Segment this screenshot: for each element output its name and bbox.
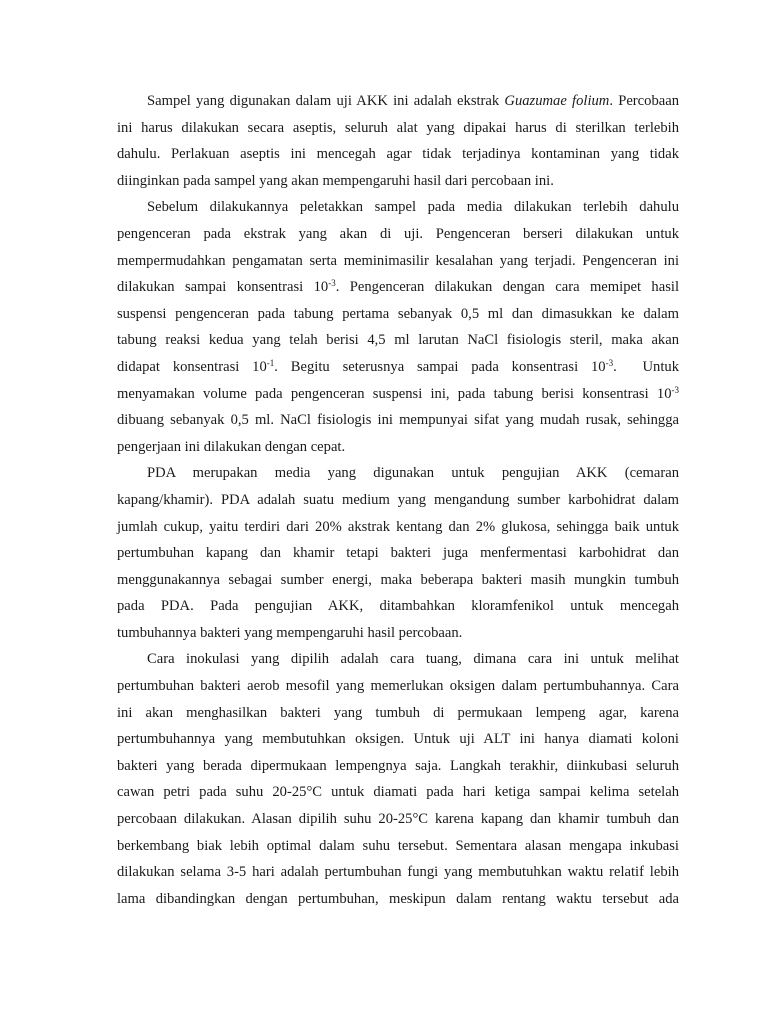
text-line: berkembang biak lebih optimal dalam suhu tersebut. Sementara alasan mengapa inkubasi: [117, 837, 679, 854]
text-line: dilakukan selama 3-5 hari adalah pertumbuhan fungi yang membutuhkan waktu relatif lebih: [117, 864, 679, 881]
text-line: tumbuhannya bakteri yang mempengaruhi hasil percobaan.: [117, 624, 463, 641]
text-line: mempermudahkan pengamatan serta meminimasilir kesalahan yang terjadi. Pengenceran ini: [117, 252, 679, 269]
paragraph: [117, 88, 679, 194]
text-line: ini harus dilakukan secara aseptis, seluruh alat yang dipakai harus di sterilkan terlebih: [117, 119, 679, 136]
exponent: -3: [328, 278, 336, 289]
text-line: Sebelum dilakukannya peletakkan sampel pada media dilakukan terlebih dahulu: [147, 199, 679, 216]
paragraph: [117, 460, 679, 646]
text-line: pertumbuhannya yang membutuhkan oksigen. Untuk uji ALT ini hanya diamati koloni: [117, 731, 679, 748]
exponent: -3: [671, 384, 679, 395]
text-line: suspensi pengenceran pada tabung pertama sebanyak 0,5 ml dan dimasukkan ke dalam: [117, 305, 679, 322]
text-line: kapang/khamir). PDA adalah suatu medium yang mengandung sumber karbohidrat dalam: [117, 491, 679, 508]
text-line: bakteri yang berada dipermukaan lempengnya saja. Langkah terakhir, diinkubasi seluruh: [117, 757, 679, 774]
text-line: pertumbuhan bakteri aerob mesofil yang memerlukan oksigen dalam pertumbuhannya. Cara: [117, 678, 679, 695]
text-line: diinginkan pada sampel yang akan mempengaruhi hasil dari percobaan ini.: [117, 172, 554, 189]
text-line: lama dibandingkan dengan pertumbuhan, meskipun dalam rentang waktu tersebut ada: [117, 890, 679, 907]
text-line: cawan petri pada suhu 20-25°C untuk diamati pada hari ketiga sampai kelima setelah: [117, 784, 679, 801]
text-line: pada PDA. Pada pengujian AKK, ditambahkan kloramfenikol untuk mencegah: [117, 598, 679, 615]
text-line: dibuang sebanyak 0,5 ml. NaCl fisiologis ini mempunyai sifat yang mudah rusak, sehingga: [117, 412, 679, 429]
text-line: Cara inokulasi yang dipilih adalah cara tuang, dimana cara ini untuk melihat: [147, 651, 679, 668]
document-body: [117, 88, 679, 912]
paragraph: [117, 194, 679, 460]
paragraph: [117, 646, 679, 912]
text-line: dahulu. Perlakuan aseptis ini mencegah agar tidak terjadinya kontaminan yang tidak: [117, 146, 679, 163]
text-line: PDA merupakan media yang digunakan untuk pengujian AKK (cemaran: [147, 465, 679, 482]
text-line: menyamakan volume pada pengenceran suspensi ini, pada tabung berisi konsentrasi $10^{-3}$: [117, 384, 679, 402]
text-line: tabung reaksi kedua yang telah berisi 4,5 ml larutan NaCl fisiologis steril, maka akan: [117, 332, 679, 349]
exponent: -1: [266, 357, 275, 368]
text-line: menggunakannya sebagai sumber energi, maka beberapa bakteri masih mungkin tumbuh: [117, 571, 679, 588]
text-line: percobaan dilakukan. Alasan dipilih suhu 20-25°C karena kapang dan khamir tumbuh dan: [117, 811, 679, 828]
species-name: Guazumae folium: [504, 93, 610, 109]
text-line: Sampel yang digunakan dalam uji AKK ini adalah ekstrak Guazumae folium. Percobaan: [147, 93, 679, 109]
text-line: pengerjaan ini dilakukan dengan cepat.: [117, 438, 346, 455]
text-line: dilakukan sampai konsentrasi $10^{-3}$. Pengenceran dilakukan dengan cara memipet hasil: [117, 278, 679, 296]
text-line: pertumbuhan kapang dan khamir tetapi bakteri juga menfermentasi karbohidrat dan: [117, 545, 679, 562]
text-line: didapat konsentrasi $10^{-1}$. Begitu seterusnya sampai pada konsentrasi $10^{-3}$. Untuk: [117, 357, 679, 375]
exponent: -3: [605, 357, 614, 368]
text-line: pengenceran pada ekstrak yang akan di uji. Pengenceran berseri dilakukan untuk: [117, 225, 679, 242]
text-line: ini akan menghasilkan bakteri yang tumbuh di permukaan lempeng agar, karena: [117, 704, 679, 721]
text-line: jumlah cukup, yaitu terdiri dari 20% akstrak kentang dan 2% glukosa, sehingga baik untuk: [117, 518, 679, 535]
